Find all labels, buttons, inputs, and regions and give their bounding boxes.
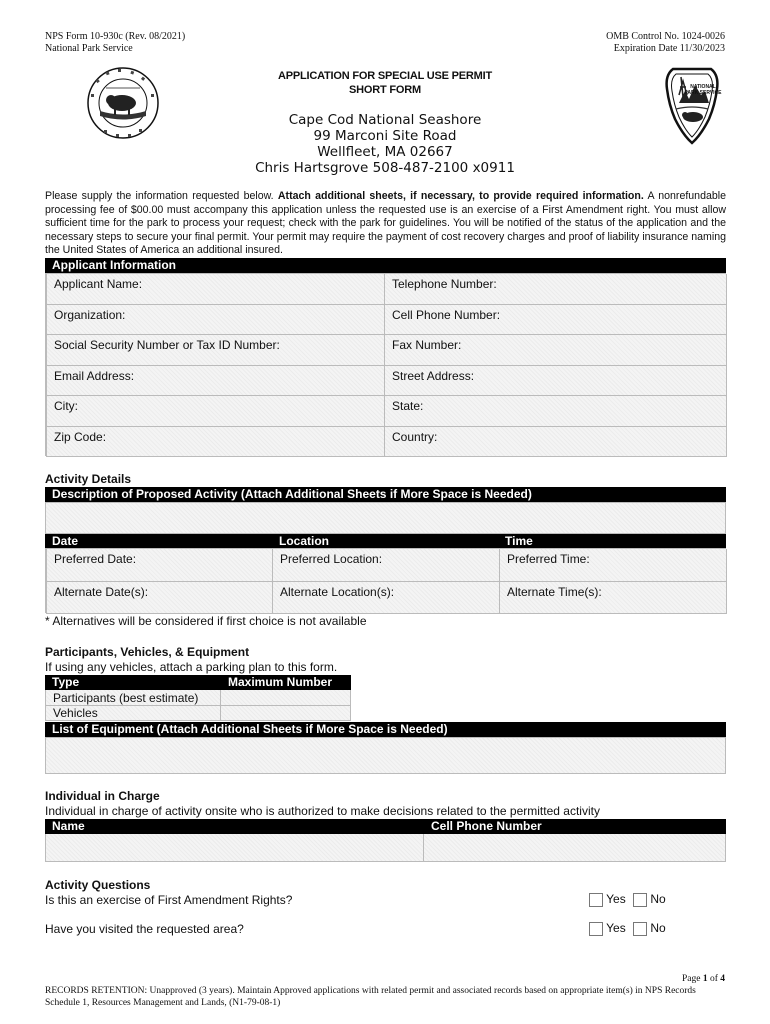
form-title-line2: SHORT FORM	[349, 84, 421, 96]
applicant-field[interactable]: Email Address:	[46, 366, 385, 397]
activity-description-header: Description of Proposed Activity (Attach Additional Sheets if More Space is Needed)	[45, 487, 726, 502]
first-amendment-yes-checkbox[interactable]	[589, 893, 603, 907]
first-amendment-options	[589, 892, 666, 907]
equipment-list-field[interactable]	[45, 737, 726, 774]
park-address	[0, 112, 770, 176]
col-date: Date	[52, 534, 79, 548]
form-title	[0, 69, 770, 97]
records-retention: RECORDS RETENTION: Unapproved (3 years). Maintain Approved applications with related permit and associated records based on appropriate item(s) in NPS Records Schedule 1, Resources Management and Lands, (N1-79-08-1)	[45, 986, 696, 1008]
applicant-field[interactable]: State:	[385, 396, 727, 427]
col-time: Time	[505, 534, 533, 548]
activity-columns-header	[45, 534, 726, 548]
activity-field[interactable]: Alternate Time(s):	[500, 582, 727, 615]
visited-area-options	[589, 921, 666, 936]
intro-paragraph	[45, 190, 726, 258]
applicant-info-header: Applicant Information	[45, 258, 726, 273]
visited-area-no-checkbox[interactable]	[633, 922, 647, 936]
applicant-field[interactable]: Street Address:	[385, 366, 727, 397]
expiration-date: Expiration Date 11/30/2023	[613, 43, 725, 54]
activity-details-title: Activity Details	[45, 472, 132, 486]
activity-field[interactable]: Preferred Location:	[273, 549, 500, 582]
applicant-field[interactable]: Telephone Number:	[385, 274, 727, 305]
intro-text-2: A nonrefundable processing fee of $00.00 must accompany this application unless the requested use is an exercise of a First Amendment right. You must allow sufficient time for the park to process your request; check with the park for guidelines. You will be notified of the status of the application and the necessary steps to secure your final permit. Your permit may require the payment of cost recovery charges and proof of liability insurance naming the United States of America an additional insured.	[45, 190, 726, 256]
applicant-field[interactable]: Country:	[385, 427, 727, 458]
yes-label: Yes	[606, 892, 626, 906]
vehicles-label: Vehicles	[45, 706, 221, 721]
question-visited-area: Have you visited the requested area?	[45, 922, 244, 936]
form-header-left	[45, 31, 185, 55]
col-cell-phone: Cell Phone Number	[431, 819, 542, 833]
page-of: of	[707, 974, 721, 984]
question-first-amendment: Is this an exercise of First Amendment Rights?	[45, 893, 293, 907]
activity-field[interactable]: Alternate Location(s):	[273, 582, 500, 615]
intro-bold-text: Attach additional sheets, if necessary, to provide required information.	[277, 190, 644, 202]
participants-label: Participants (best estimate)	[45, 690, 221, 706]
col-location: Location	[279, 534, 329, 548]
activity-description-field[interactable]	[45, 502, 726, 534]
page-number	[682, 973, 725, 985]
individual-note: Individual in charge of activity onsite who is authorized to make decisions related to the permitted activity	[45, 804, 600, 818]
park-city: Wellfleet, MA 02667	[317, 144, 453, 160]
parking-plan-note: If using any vehicles, attach a parking plan to this form.	[45, 660, 338, 674]
nps-logo-text: NATIONAL PARK SERVICE	[684, 84, 722, 96]
equipment-header: List of Equipment (Attach Additional Sheets if More Space is Needed)	[45, 722, 726, 737]
activity-field[interactable]: Alternate Date(s):	[46, 582, 273, 615]
no-label: No	[650, 921, 666, 935]
col-type: Type	[52, 675, 80, 689]
form-header-right	[606, 31, 725, 55]
park-contact: Chris Hartsgrove 508-487-2100 x0911	[255, 160, 515, 176]
no-label: No	[650, 892, 666, 906]
form-number: NPS Form 10-930c (Rev. 08/2021)	[45, 31, 186, 42]
page-prefix: Page	[681, 974, 703, 984]
col-name: Name	[52, 819, 85, 833]
form-title-line1: APPLICATION FOR SPECIAL USE PERMIT	[277, 70, 493, 82]
page-total: 4	[720, 974, 725, 984]
applicant-info-table	[45, 273, 726, 456]
individual-name-field[interactable]	[45, 834, 424, 862]
vehicles-count-field[interactable]	[221, 706, 351, 721]
individual-title: Individual in Charge	[45, 789, 160, 803]
intro-text-1: Please supply the information requested below.	[45, 190, 278, 202]
first-amendment-no-checkbox[interactable]	[633, 893, 647, 907]
individual-phone-field[interactable]	[424, 834, 726, 862]
activity-field[interactable]: Preferred Date:	[46, 549, 273, 582]
park-street: 99 Marconi Site Road	[313, 128, 457, 144]
applicant-field[interactable]: City:	[46, 396, 385, 427]
page-num: 1	[702, 974, 708, 984]
alternatives-note: * Alternatives will be considered if first choice is not available	[45, 614, 367, 628]
participants-count-field[interactable]	[221, 690, 351, 706]
participants-table-header	[45, 675, 351, 690]
individual-table-header	[45, 819, 726, 834]
activity-field[interactable]: Preferred Time:	[500, 549, 727, 582]
participants-title: Participants, Vehicles, & Equipment	[45, 645, 250, 659]
applicant-field[interactable]: Organization:	[46, 305, 385, 336]
applicant-field[interactable]: Fax Number:	[385, 335, 727, 366]
agency-name: National Park Service	[45, 43, 133, 54]
park-name: Cape Cod National Seashore	[288, 112, 482, 128]
applicant-field[interactable]: Social Security Number or Tax ID Number:	[46, 335, 385, 366]
questions-title: Activity Questions	[45, 878, 151, 892]
applicant-field[interactable]: Zip Code:	[46, 427, 385, 458]
activity-details-table	[45, 548, 726, 613]
yes-label: Yes	[606, 921, 626, 935]
applicant-field[interactable]: Cell Phone Number:	[385, 305, 727, 336]
applicant-field[interactable]: Applicant Name:	[46, 274, 385, 305]
col-max-number: Maximum Number	[228, 675, 333, 689]
omb-control: OMB Control No. 1024-0026	[606, 31, 725, 42]
visited-area-yes-checkbox[interactable]	[589, 922, 603, 936]
